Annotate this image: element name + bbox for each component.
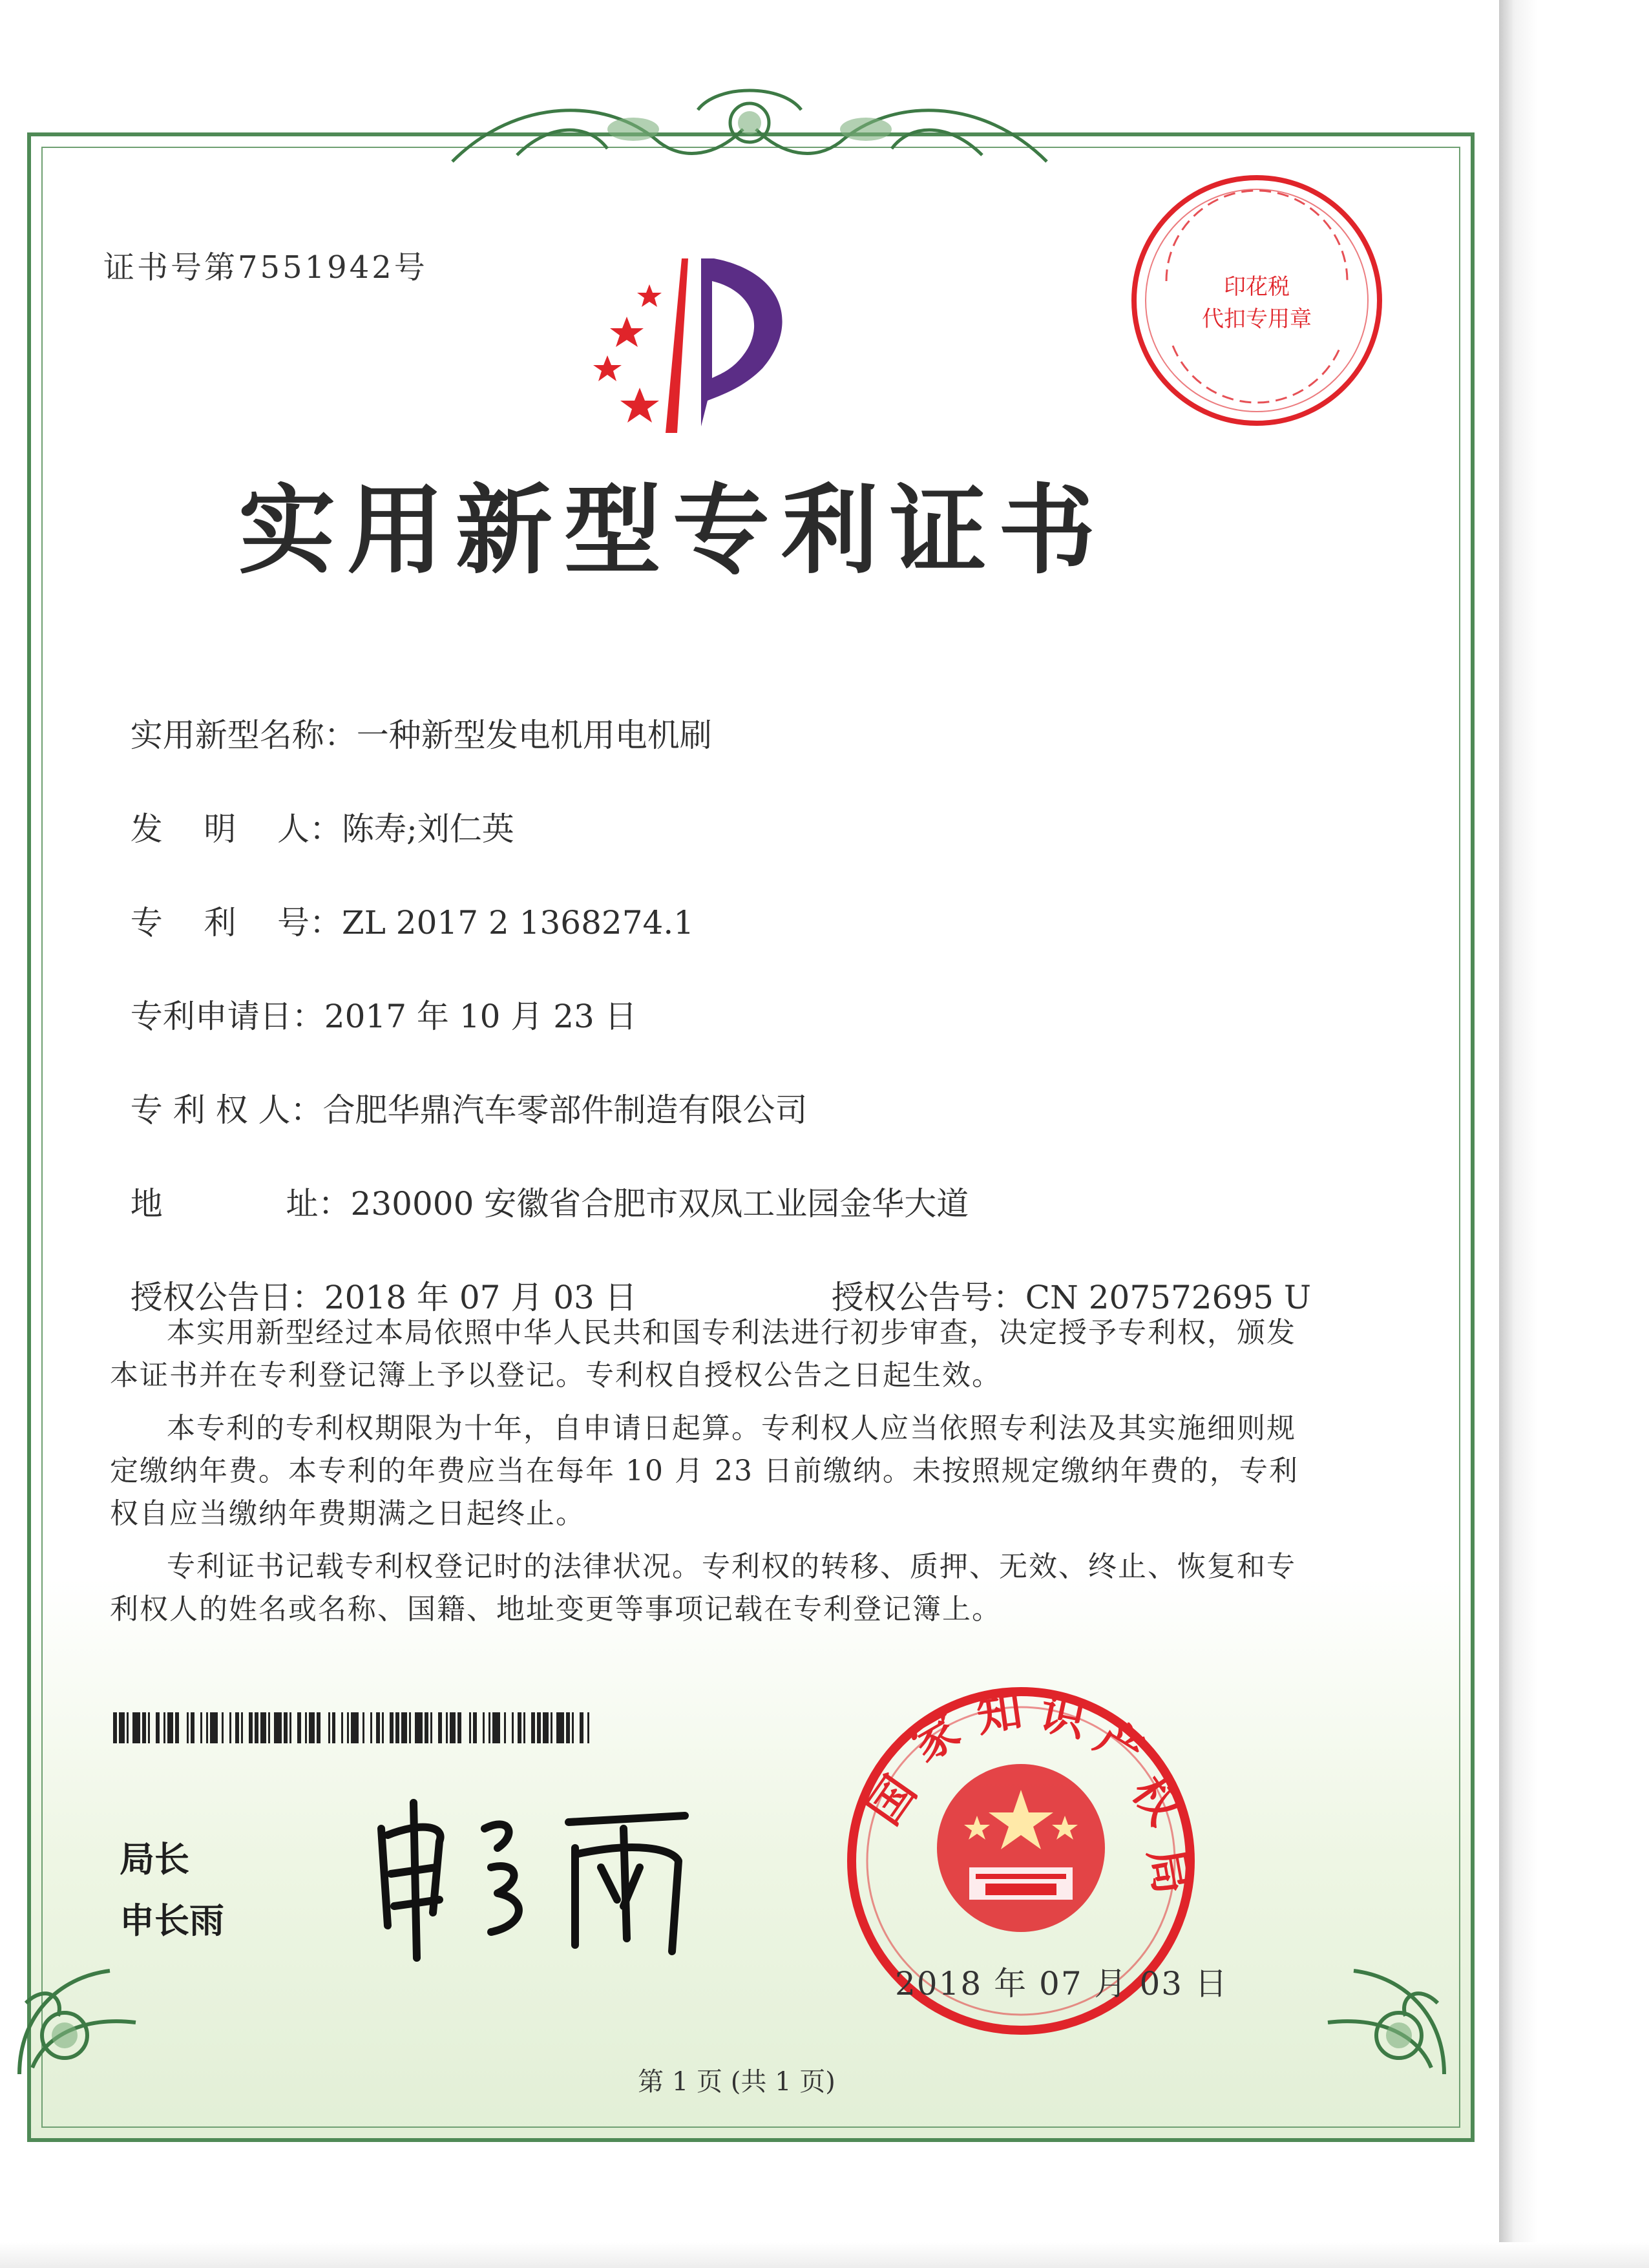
barcode-bar <box>132 1712 140 1743</box>
field-label: 专 利 号： <box>130 904 342 941</box>
barcode-bar <box>179 1712 187 1743</box>
svg-text:识: 识 <box>1035 1686 1091 1747</box>
grant-date-row <box>110 1234 637 1318</box>
svg-text:产: 产 <box>1086 1710 1153 1779</box>
field-value: 230000 安徽省合肥市双凤工业园金华大道 <box>350 1185 969 1223</box>
svg-text:权: 权 <box>1121 1767 1192 1834</box>
field-value: 合肥华鼎汽车零部件制造有限公司 <box>322 1091 808 1129</box>
director-signature <box>362 1790 724 1971</box>
barcode-bar <box>119 1712 125 1743</box>
barcode-bar <box>556 1712 564 1743</box>
patent-number-row <box>110 859 694 943</box>
page-number: 第 1 页 (共 1 页) <box>638 2067 835 2097</box>
director-title: 局长 <box>120 1839 189 1880</box>
field-label: 授权公告日： <box>130 1279 324 1316</box>
field-value: 2018 年 07 月 03 日 <box>324 1279 637 1316</box>
utility-model-name-row <box>110 672 712 756</box>
barcode-bar <box>364 1712 370 1743</box>
scan-edge-shadow <box>1499 0 1538 2268</box>
body-paragraph: 本实用新型经过本局依照中华人民共和国专利法进行初步审查，决定授予专利权，颁发本证书并在专利登记簿上予以登记。专利权自授权公告之日起生效。 <box>110 1316 1296 1392</box>
svg-text:局: 局 <box>1139 1844 1199 1898</box>
patent-office-emblem <box>569 246 840 439</box>
svg-text:印花税: 印花税 <box>1224 274 1290 300</box>
field-value: 一种新型发电机用电机刷 <box>356 717 712 754</box>
barcode-bar <box>274 1712 282 1743</box>
barcode-bar <box>477 1712 483 1743</box>
barcode-bar <box>492 1712 500 1743</box>
patentee-row <box>110 1047 807 1131</box>
top-ornament <box>439 84 1060 181</box>
scan-bottom-shadow <box>0 2242 1649 2268</box>
svg-text:知: 知 <box>973 1683 1026 1743</box>
barcode-bar <box>384 1712 390 1743</box>
certificate-inner-border <box>41 147 1460 2128</box>
field-label: 发 明 人： <box>130 810 342 848</box>
field-value: CN 207572695 U <box>1025 1279 1312 1316</box>
barcode-bar <box>351 1712 359 1743</box>
director-name: 申长雨 <box>120 1900 224 1941</box>
svg-text:家: 家 <box>903 1703 969 1772</box>
certificate-number: 证书号第7551942号 <box>103 249 428 286</box>
barcode-bar <box>260 1712 266 1743</box>
barcode-bar <box>243 1712 249 1743</box>
barcode-bar <box>461 1712 469 1743</box>
barcode-bar <box>320 1712 328 1743</box>
grant-number-row <box>811 1234 1311 1318</box>
barcode-bar <box>335 1712 341 1743</box>
barcode-bar <box>525 1712 531 1743</box>
field-label: 地 址： <box>130 1185 351 1223</box>
barcode-bar <box>506 1712 512 1743</box>
barcode-bar <box>150 1712 156 1743</box>
body-paragraph: 本专利的专利权期限为十年，自申请日起算。专利权人应当依照专利法及其实施细则规定缴纳年费。本专利的年费应当在每年 10 月 23 日前缴纳。未按照规定缴纳年费的，专利权自应当缴纳年费期满之日起终止。 <box>110 1412 1299 1530</box>
field-label: 专 利 权 人： <box>130 1091 323 1129</box>
svg-text:代扣专用章: 代扣专用章 <box>1202 306 1312 332</box>
field-label: 实用新型名称： <box>130 717 357 754</box>
seal-date: 2018 年 07 月 03 日 <box>895 1965 1228 2002</box>
address-row <box>110 1140 969 1224</box>
inventor-row <box>110 766 514 850</box>
barcode-bar <box>401 1712 407 1743</box>
field-label: 授权公告号： <box>831 1279 1025 1316</box>
barcode-bar <box>589 1712 591 1743</box>
barcode-bar <box>574 1712 580 1743</box>
body-paragraph: 专利证书记载专利权登记时的法律状况。专利权的转移、质押、无效、终止、恢复和专利权人的姓名或名称、国籍、地址变更等事项记载在专利登记簿上。 <box>110 1550 1296 1626</box>
barcode-bar <box>167 1712 173 1743</box>
barcode-bar <box>194 1712 200 1743</box>
barcode-bar <box>543 1712 549 1743</box>
field-label: 专利申请日： <box>130 998 324 1035</box>
barcode-bar <box>210 1712 218 1743</box>
field-value: 2017 年 10 月 23 日 <box>324 998 637 1035</box>
filing-date-row <box>110 953 637 1037</box>
barcode-bar <box>309 1712 315 1743</box>
field-value: ZL 2017 2 1368274.1 <box>341 904 695 941</box>
certificate-title: 实用新型专利证书 <box>238 474 1107 587</box>
tax-stamp-seal <box>1121 165 1392 436</box>
barcode-bar <box>450 1712 456 1743</box>
barcode-bar <box>224 1712 229 1743</box>
svg-text:国: 国 <box>857 1767 927 1834</box>
barcode <box>113 1712 591 1743</box>
barcode-bar <box>291 1712 297 1743</box>
field-value: 陈寿;刘仁英 <box>341 810 514 848</box>
barcode-bar <box>432 1712 438 1743</box>
barcode-bar <box>415 1712 423 1743</box>
